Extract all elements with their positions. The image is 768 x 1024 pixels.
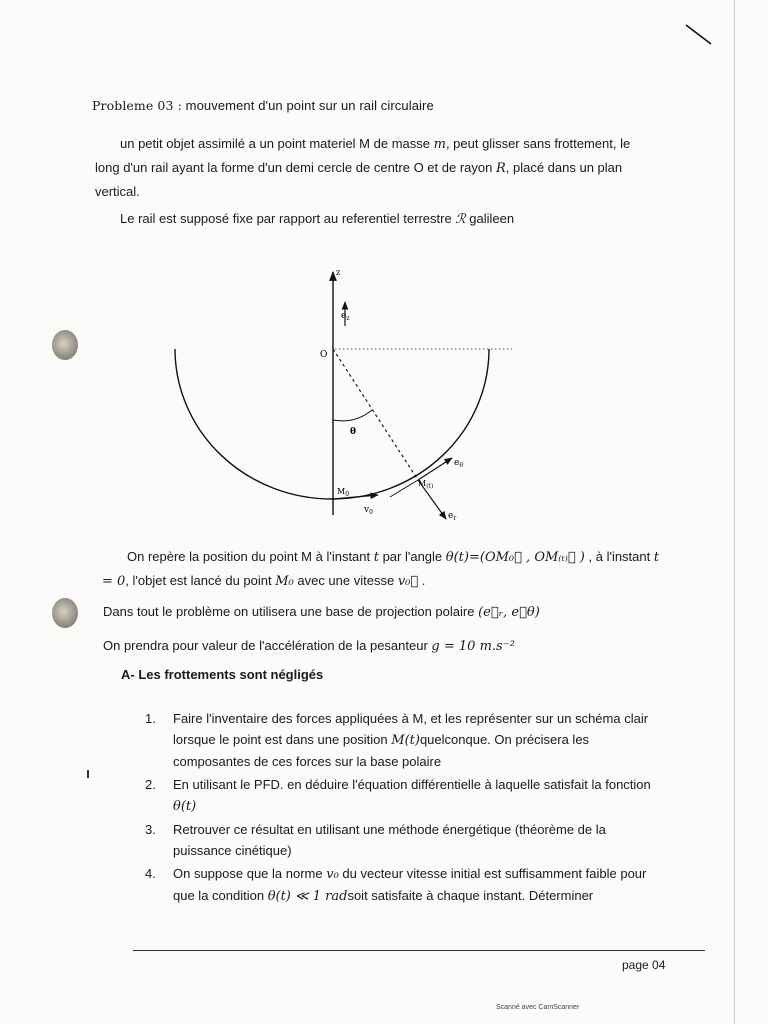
scanner-watermark: Scanné avec CamScanner [496, 1004, 580, 1011]
om-dashed-line [333, 349, 418, 480]
basis-paragraph [103, 600, 663, 624]
question-number: 3. [145, 822, 156, 837]
rail-diagram [150, 262, 530, 532]
question-number: 2. [145, 777, 156, 792]
o-label: O [320, 350, 328, 360]
theta-label: θ [350, 427, 357, 437]
er-label: $e_r$ [448, 511, 457, 522]
list-item [145, 863, 665, 907]
punch-hole-top [52, 330, 78, 360]
semicircle-rail [175, 349, 489, 499]
math-v0-norm: v₀ [326, 867, 339, 882]
ez-label: $e_z$ [341, 311, 350, 322]
question-text: du vecteur vitesse initial est suffisamment faible pour que la condition [173, 866, 647, 903]
intro-paragraph-1 [95, 132, 655, 203]
z-label: z [336, 268, 341, 277]
body-text: . [418, 573, 426, 588]
mt-label: $M_{(t)}$ [418, 479, 434, 490]
body-text: On repère la position du point M à l'instant [127, 549, 374, 564]
math-g-value: g = 10 m.s⁻² [431, 639, 515, 654]
math-t: t [373, 550, 379, 565]
question-text: Retrouver ce résultat en utilisant une méthode énergétique (théorème de la puissance cinétique) [173, 822, 606, 858]
position-paragraph [102, 545, 662, 593]
intro-text: , placé dans un plan vertical. [95, 160, 623, 199]
section-a-title: A- Les frottements sont négligés [121, 667, 324, 682]
body-text: Dans tout le problème on utilisera une base de projection polaire [103, 604, 479, 619]
footer-rule [133, 950, 705, 951]
mass-symbol: m [433, 137, 446, 152]
intro-text: un petit objet assimilé a un point materiel M de masse [120, 136, 434, 151]
etheta-label: $e_\theta$ [454, 458, 463, 469]
list-item [145, 708, 665, 772]
problem-title-rest: mouvement d'un point sur un rail circulaire [185, 98, 434, 113]
math-theta-def: θ(t)=(OM₀⃗ , OM₍ₜ₎⃗ ) [445, 550, 585, 565]
margin-tick [87, 770, 89, 778]
question-number: 4. [145, 866, 156, 881]
question-list [145, 708, 665, 909]
problem-title [92, 98, 434, 113]
math-t0: t = 0 [102, 550, 660, 589]
math-v0: v₀⃗ [397, 574, 419, 589]
question-text: Faire l'inventaire des forces appliquées à M, et les représenter sur un schéma clair lorsque le point est dans une position [173, 711, 649, 747]
body-text: On prendra pour valeur de l'accélération de la pesanteur [103, 638, 432, 653]
page-edge-line [734, 0, 735, 1024]
radius-symbol: R [495, 161, 506, 176]
math-theta-t: θ(t) [173, 799, 197, 814]
question-text: quelconque. On précisera les composantes de ces forces sur la base polaire [173, 732, 590, 769]
corner-mark [684, 22, 714, 48]
math-polar-basis: (e⃗ᵣ, e⃗θ) [478, 605, 540, 620]
math-mt: M(t) [391, 733, 420, 748]
list-item [145, 774, 665, 817]
gravity-paragraph [103, 634, 663, 658]
v0-label: $v_0$ [364, 505, 373, 516]
body-text: par l'angle [378, 549, 446, 564]
list-item [145, 819, 665, 861]
body-text: avec une vitesse [293, 573, 398, 588]
body-text: , l'objet est lancé du point [125, 573, 276, 588]
math-small-angle: θ(t) ≪ 1 rad [267, 889, 348, 904]
intro-paragraph-2 [120, 207, 660, 231]
body-text: , à l'instant [584, 549, 654, 564]
question-text: En utilisant le PFD. en déduire l'équation différentielle à laquelle satisfait la fonction [173, 777, 651, 792]
intro-text: , peut glisser sans frottement, le long d'un rail ayant la forme d'un demi cercle de centre O et de rayon [95, 136, 631, 175]
intro-text: Le rail est supposé fixe par rapport au referentiel terrestre [120, 211, 456, 226]
page-number: page 04 [622, 958, 666, 972]
question-text: soit satisfaite à chaque instant. Déterminer [347, 888, 594, 903]
problem-title-lead: Probleme 03 : [92, 98, 182, 113]
m0-label: $M_0$ [337, 487, 350, 498]
question-text: On suppose que la norme [173, 866, 327, 881]
frame-symbol: ℛ [455, 212, 466, 227]
question-number: 1. [145, 711, 156, 726]
theta-arc [333, 410, 372, 421]
intro-text: galileen [465, 211, 515, 226]
etheta-vector [418, 458, 452, 480]
math-m0: M₀ [275, 574, 294, 589]
punch-hole-bottom [52, 598, 78, 628]
